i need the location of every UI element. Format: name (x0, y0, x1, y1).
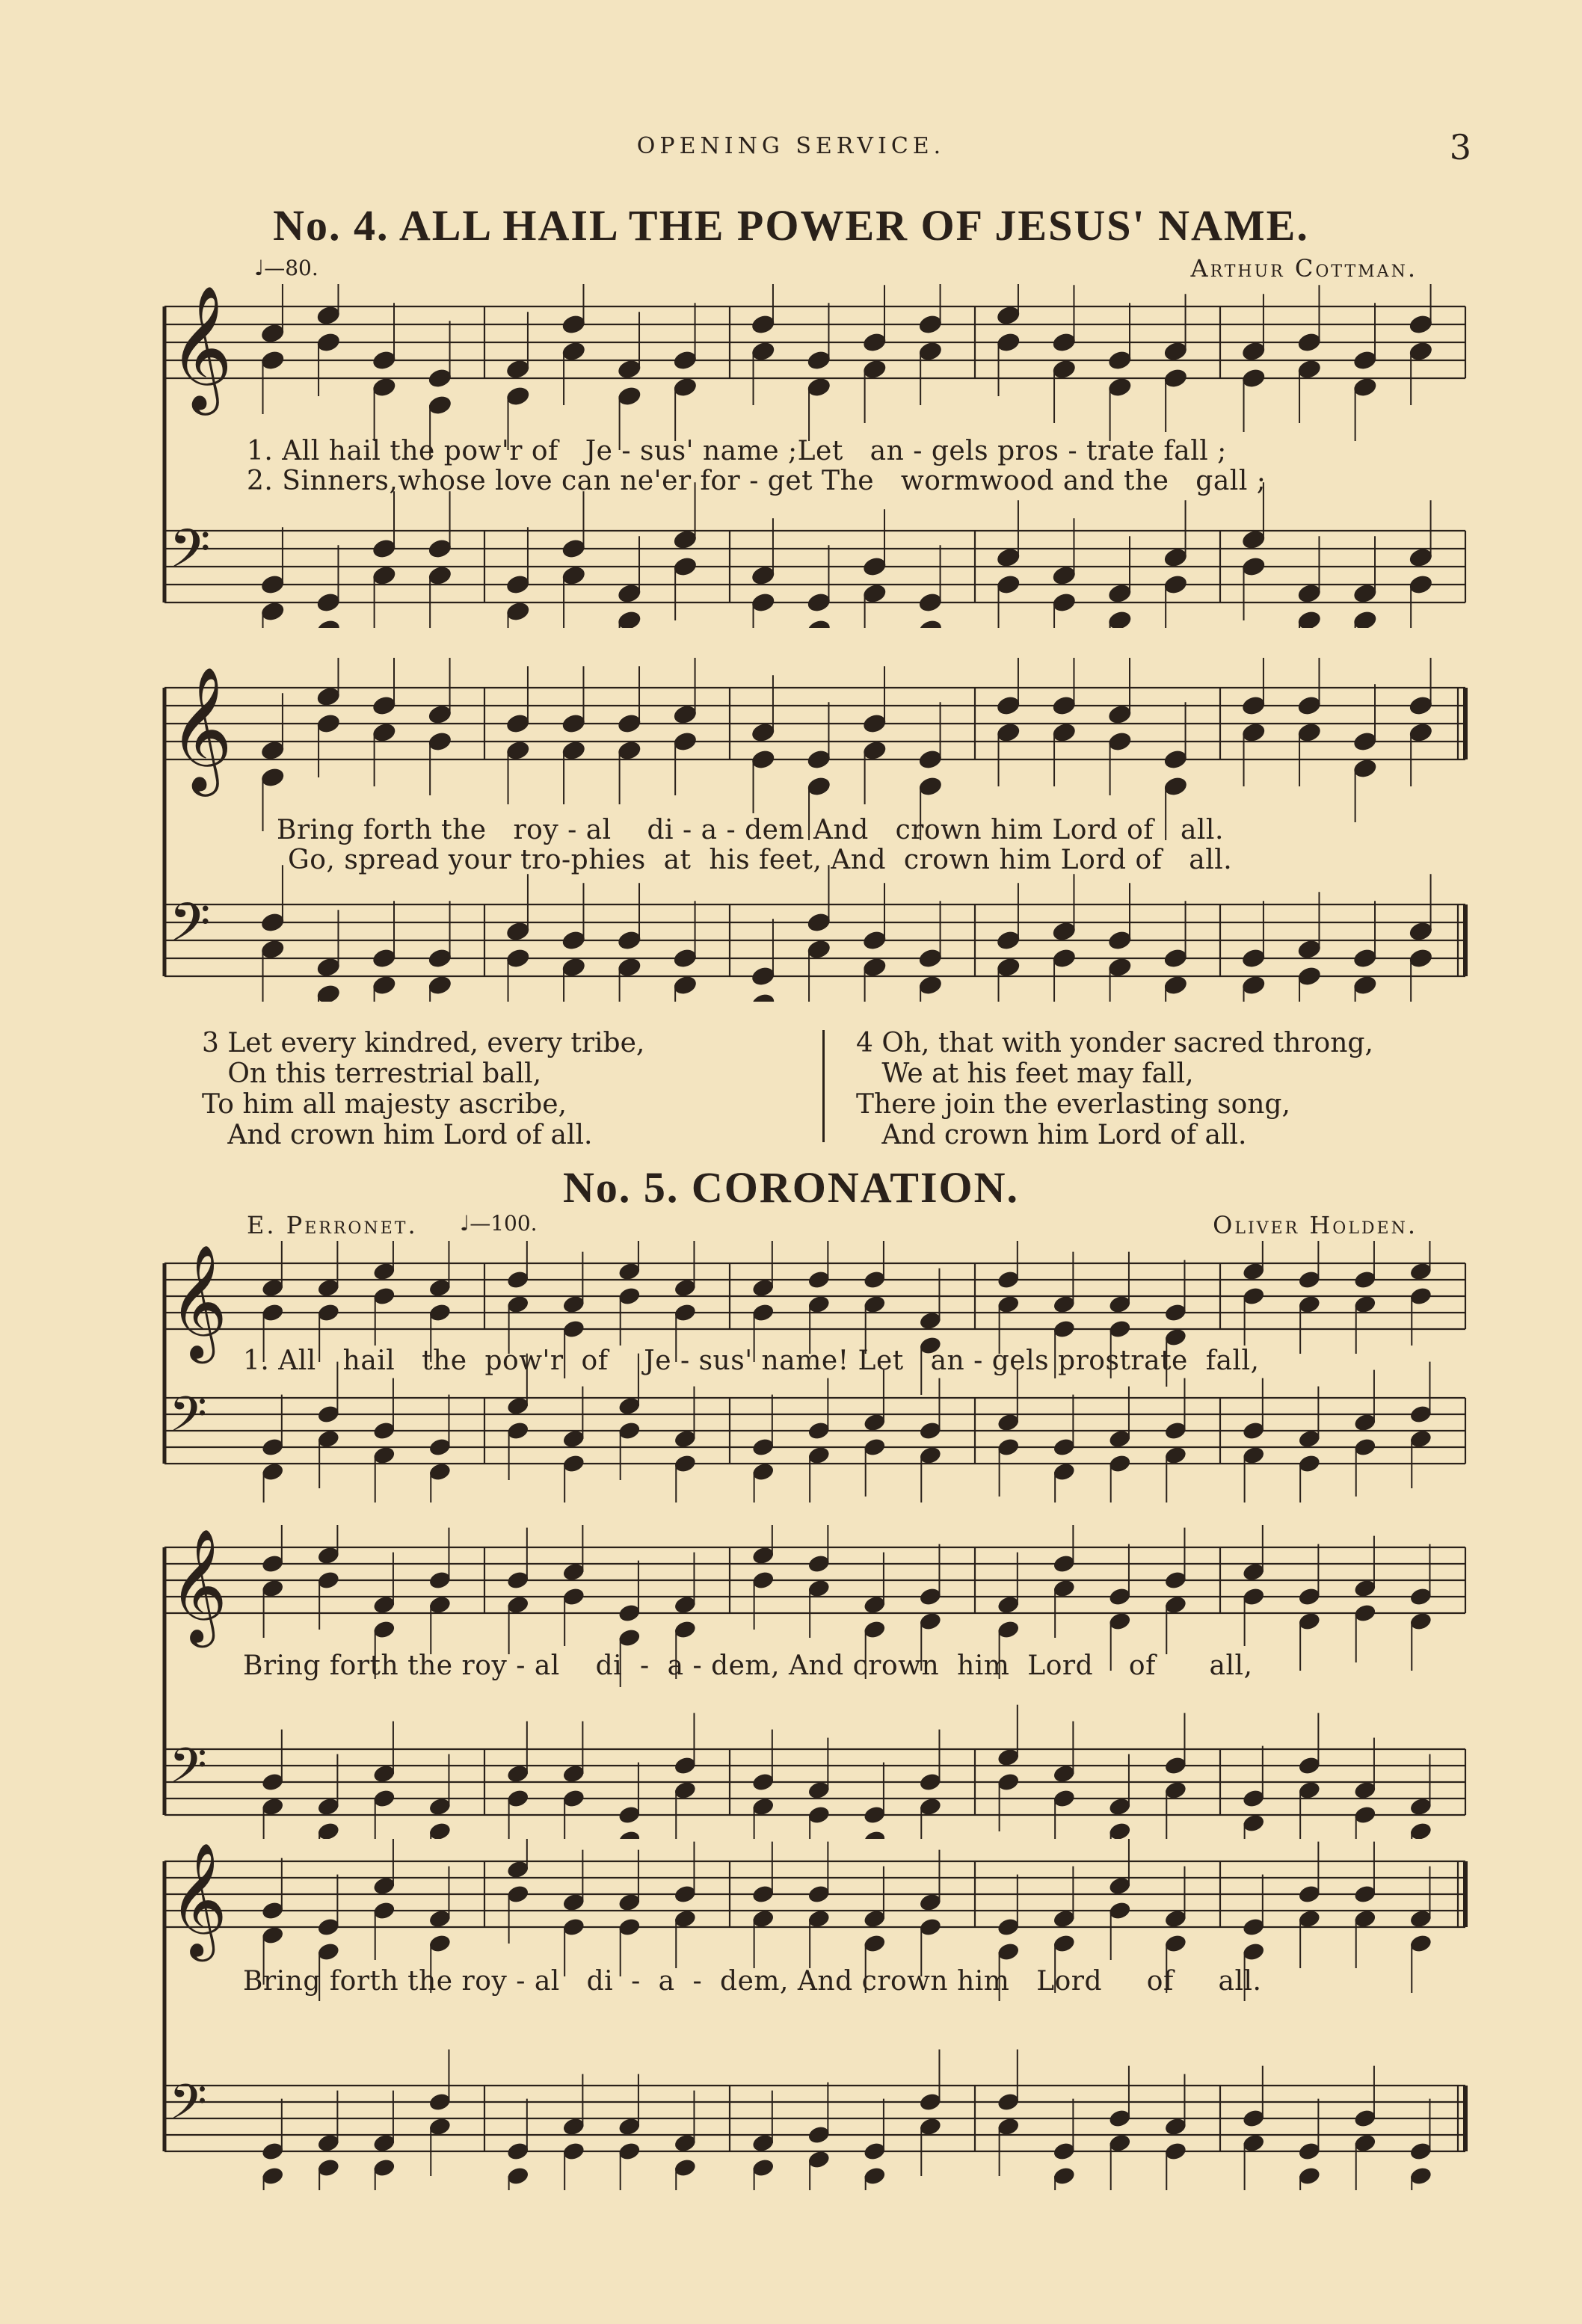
svg-text:𝄢: 𝄢 (169, 518, 211, 594)
svg-text:𝄢: 𝄢 (169, 1385, 207, 1455)
hymn-4-lyric-line2-verse-2: Go, spread your tro-phies at his feet, And crown him Lord of all. (288, 845, 1233, 875)
hymn-5-tempo: ♩—100. (460, 1211, 538, 1236)
svg-text:𝄞: 𝄞 (169, 1244, 228, 1359)
page-number: 3 (1449, 127, 1471, 167)
hymn-4-title: No. 4. ALL HAIL THE POWER OF JESUS' NAME. (273, 201, 1309, 250)
staff (164, 284, 1465, 459)
hymn-5-system-3 (0, 1839, 1582, 2190)
hymn-4-lyric-verse-1: 1. All hail the pow'r of Je - sus' name ;Let an - gels pros - trate fall ; (247, 436, 1227, 466)
hymn-4-lyric-verse-2: 2. Sinners,whose love can ne'er for - get The wormwood and the gall ; (247, 466, 1266, 496)
running-head: OPENING SERVICE. (636, 133, 946, 159)
hymn-5-lyric-line-1: 1. All hail the pow'r of Je - sus' name! Let an - gels prostrate fall, (243, 1346, 1260, 1376)
hymn-4-tempo: ♩—80. (254, 256, 318, 280)
svg-text:𝄢: 𝄢 (169, 1736, 207, 1807)
staff (164, 865, 1465, 1002)
hymn-5-system-2 (0, 1525, 1582, 1839)
hymn-4-stanza-4: 4 Oh, that with yonder sacred throng, We at his feet may fall, There join the everlasting song, And crown him Lord of all. (856, 1028, 1373, 1150)
staff (164, 658, 1465, 840)
staff (164, 482, 1465, 628)
hymn-5-composer: Oliver Holden. (1213, 1211, 1418, 1239)
hymn-4-composer: Arthur Cottman. (1190, 254, 1418, 283)
hymn-5-title: No. 5. CORONATION. (562, 1163, 1020, 1212)
hymn-4-stanza-3: 3 Let every kindred, every tribe, On this terrestrial ball, To him all majesty ascribe, And crown him Lord of all. (202, 1028, 645, 1150)
hymn-5-author: E. Perronet. (247, 1211, 418, 1239)
svg-text:𝄞: 𝄞 (169, 665, 233, 791)
stanza-divider (822, 1030, 825, 1142)
hymn-5-lyric-line-3: Bring forth the roy - al di - a - dem, And crown him Lord of all. (243, 1966, 1262, 1997)
hymn-5-lyric-line-2: Bring forth the roy - al di - a - dem, And crown him Lord of all, (243, 1650, 1253, 1681)
svg-text:𝄞: 𝄞 (169, 1528, 228, 1643)
svg-text:𝄢: 𝄢 (169, 2073, 207, 2143)
svg-text:𝄞: 𝄞 (169, 1842, 228, 1957)
svg-text:𝄞: 𝄞 (169, 284, 233, 410)
hymn-4-lyric-line2-verse-1: Bring forth the roy - al di - a - dem And crown him Lord of all. (277, 815, 1224, 845)
staff (164, 2050, 1465, 2190)
staff (164, 1705, 1465, 1839)
svg-text:𝄢: 𝄢 (169, 892, 211, 967)
